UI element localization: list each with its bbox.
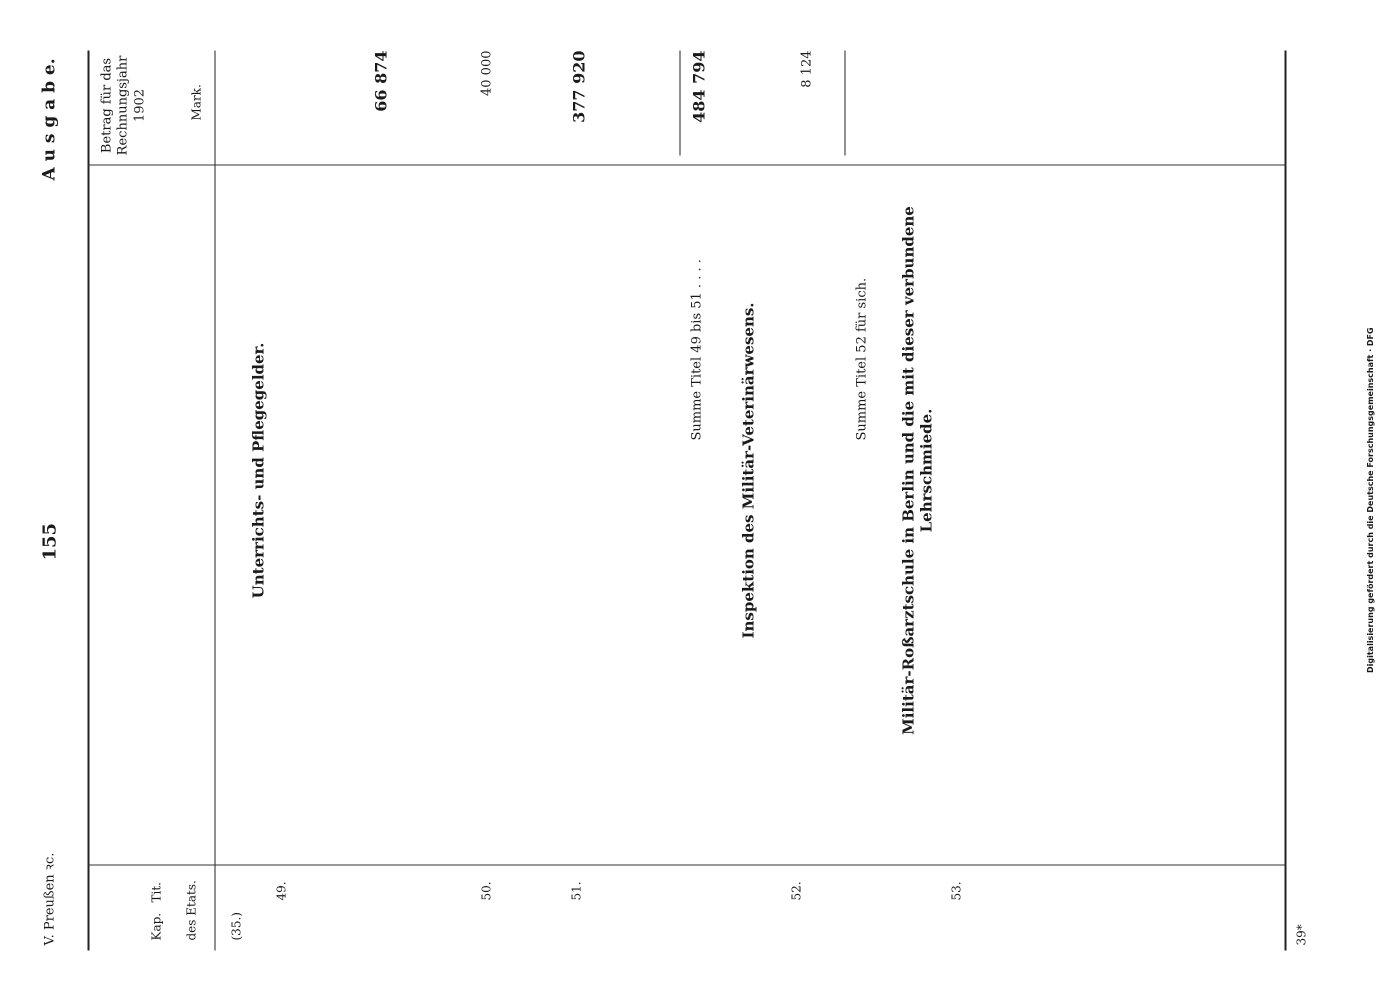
column-divider [88,865,1285,866]
sum-label: Summe Titel 49 bis 51 . . . . [689,259,705,441]
section-title: Unterrichts- und Pflegegelder. [249,342,268,599]
page-section-header: V. Preußen ꝛc. [42,852,58,946]
column-head-kap: Kap. [149,912,164,941]
column-head-tit: Tit. [149,882,164,903]
table-top-rule [88,51,90,951]
header-separator-rule [215,51,216,951]
chapter-number: (35.) [229,912,244,941]
section-title: Militär-Roßarztschule in Berlin und die mit dieser verbundene Lehrschmiede. [899,206,936,735]
item-amount: 377 920 [569,50,589,123]
title-number: 53. [949,881,964,901]
section-title: Inspektion des Militär-Veterinärwesens. [739,302,758,639]
item-amount: 40 000 [479,50,495,96]
page-footer: 39* [1294,924,1309,946]
page-number: 155 [39,522,61,561]
table-bottom-rule [1285,51,1287,951]
title-number: 50. [479,881,494,901]
title-number: 49. [274,881,289,901]
sum-rule [845,51,846,156]
sum-rule [680,51,681,156]
title-number: 52. [789,881,804,901]
column-head-amount: Betrag für das Rechnungsjahr 1902 [99,55,147,156]
document-page [0,1,1383,1000]
title-number: 51. [569,881,584,901]
item-amount: 66 874 [371,50,391,112]
item-amount: 8 124 [799,50,815,88]
credit-text: Digitalisierung gefördert durch die Deutsche Forschungsgemeinschaft · DFG [1366,327,1375,673]
sum-label: Summe Titel 52 für sich. [854,277,870,441]
sum-amount: 484 794 [689,50,709,123]
column-head-des-etats: des Etats. [184,880,199,941]
page-title: A u s g a b e. [39,58,60,181]
column-divider [88,165,1285,166]
column-head-unit: Mark. [189,84,204,121]
digitization-credit [1351,10,1375,990]
